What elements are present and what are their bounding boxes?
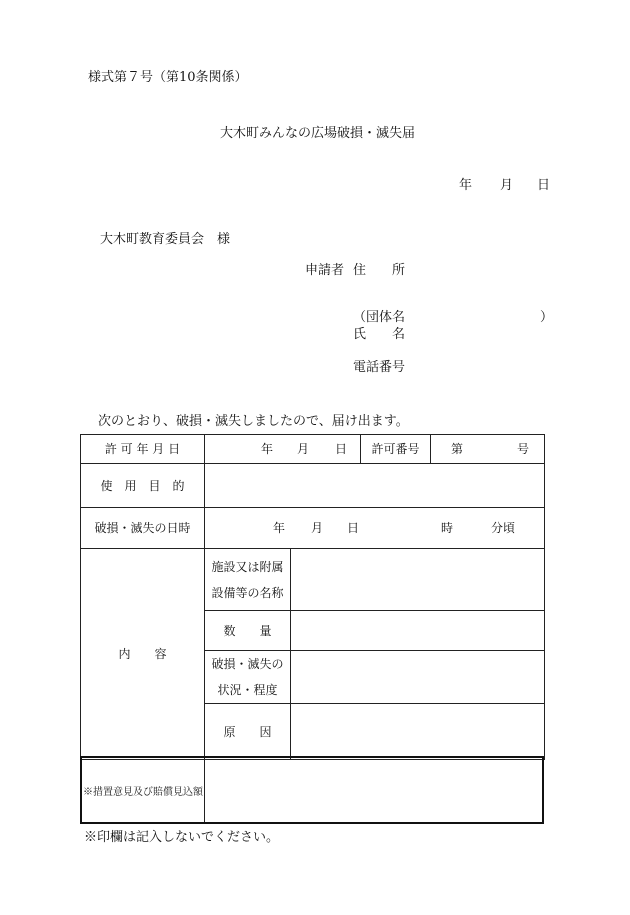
address-label: 住 所 [353,263,406,278]
purpose-field[interactable] [205,464,545,508]
name-label: 氏 名 [353,327,406,342]
facility-name-label-line1: 施設又は附属 [211,559,284,574]
date-month-label: 月 [500,178,514,193]
form-number: 様式第７号（第10条関係） [88,70,248,85]
date-day-label: 日 [537,178,551,193]
group-name-close: ） [540,310,554,325]
damage-minute-label: 分頃 [491,521,516,535]
permit-number-label: 許可番号 [361,435,431,464]
table-row [81,549,545,611]
damage-hour-label: 時 [441,521,454,535]
page-title: 大木町みんなの広場破損・滅失届 [220,126,416,141]
permit-month-label: 月 [297,442,310,456]
condition-label [205,651,291,704]
permit-number-suffix: 号 [517,442,530,456]
intro-text: 次のとおり、破損・滅失しましたので、届け出ます。 [98,414,409,429]
condition-field[interactable] [291,651,545,704]
table-row [81,435,545,464]
facility-name-label [205,549,291,611]
condition-label-line1: 破損・滅失の [211,657,284,671]
facility-name-field[interactable] [291,549,545,611]
damage-month-label: 月 [311,521,324,535]
damage-report-table [80,434,545,760]
table-row [81,508,545,549]
damage-datetime-label: 破損・滅失の日時 [81,508,205,549]
quantity-label: 数 量 [205,611,291,651]
table-row [81,464,545,508]
cause-field[interactable] [291,704,545,760]
condition-label-line2: 状況・程度 [217,683,278,697]
content-label: 内 容 [81,549,205,760]
damage-day-label: 日 [347,521,360,535]
phone-label: 電話番号 [353,360,406,375]
purpose-label: 使 用 目 的 [81,464,205,508]
office-use-label: ※措置意見及び賠償見込額 [83,786,203,798]
permit-year-label: 年 [261,442,274,456]
cause-label: 原 因 [205,704,291,760]
damage-year-label: 年 [273,521,286,535]
permit-number-prefix: 第 [451,442,464,456]
applicant-label: 申請者 [305,263,345,278]
permit-date-field[interactable] [205,435,361,464]
group-name-label: （団体名 [353,310,406,325]
permit-date-label: 許 可 年 月 日 [81,435,205,464]
office-use-box [80,756,544,824]
permit-day-label: 日 [335,442,348,456]
facility-name-label-line2: 設備等の名称 [211,585,284,600]
damage-datetime-field[interactable] [205,508,545,549]
date-year-label: 年 [459,178,473,193]
quantity-field[interactable] [291,611,545,651]
footer-note: ※印欄は記入しないでください。 [84,830,280,845]
permit-number-field[interactable] [431,435,545,464]
addressee: 大木町教育委員会 様 [100,232,231,247]
office-use-divider [204,758,205,822]
